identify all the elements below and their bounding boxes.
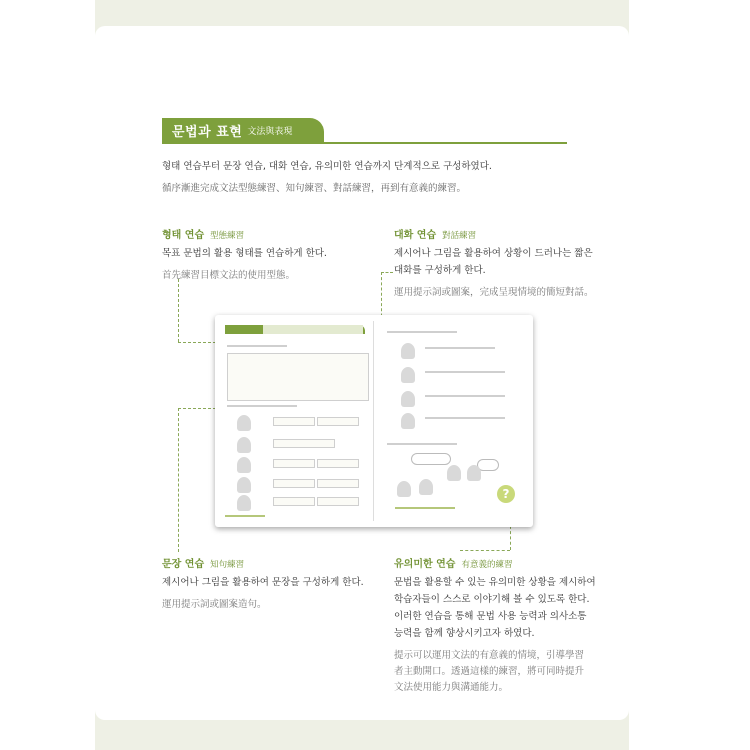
- sentence-practice-body-ko: 제시어나 그림을 활용하여 문장을 구성하게 한다.: [162, 577, 364, 588]
- section-title-zh: 文法與表現: [247, 126, 293, 137]
- mini-line: [227, 345, 287, 347]
- mini-figure: [401, 391, 415, 407]
- mini-footer: [395, 507, 455, 509]
- sentence-practice-title-zh: 知句練習: [210, 560, 245, 570]
- textbook-spread-image: [215, 315, 533, 527]
- form-practice-body-ko: 목표 문법의 활용 형태를 연습하게 한다.: [162, 248, 327, 259]
- mini-answer-box: [317, 497, 359, 506]
- dialogue-practice-body-ko-line2: 대화를 구성하게 한다.: [394, 265, 486, 276]
- mini-figure: [419, 479, 433, 495]
- mini-answer-box: [317, 479, 359, 488]
- connector-sentence: [178, 408, 179, 552]
- mini-figure: [447, 465, 461, 481]
- mini-figure: [401, 413, 415, 429]
- mini-title-strip: [263, 325, 363, 334]
- mini-answer-box: [273, 417, 315, 426]
- mini-footer: [225, 515, 265, 517]
- mini-answer-box: [273, 479, 315, 488]
- intro-korean: 형태 연습부터 문장 연습, 대화 연습, 유의미한 연습까지 단계적으로 구성하였다.: [162, 161, 492, 172]
- mini-figure: [467, 465, 481, 481]
- mini-figure: [401, 343, 415, 359]
- sentence-practice-body-zh: 運用提示詞或圖案造句。: [162, 599, 267, 610]
- dialogue-practice-title-ko: 대화 연습: [394, 230, 437, 241]
- connector-dialogue-h: [381, 272, 393, 273]
- mini-answer-box: [317, 459, 359, 468]
- mini-line: [425, 371, 505, 373]
- form-practice-title-zh: 型態練習: [210, 231, 245, 241]
- mini-line: [425, 347, 495, 349]
- meaningful-practice-title-zh: 有意義的練習: [461, 560, 513, 570]
- mini-answer-box: [273, 497, 315, 506]
- question-mark-icon: ?: [497, 485, 515, 503]
- mini-answer-box: [273, 439, 335, 448]
- dialogue-practice-body-zh: 運用提示詞或圖案，完成呈現情境的簡短對話。: [394, 287, 594, 298]
- mini-line: [425, 417, 505, 419]
- book-spine: [373, 321, 374, 521]
- meaningful-practice-section: [394, 555, 596, 696]
- meaningful-practice-body-ko-line4: 능력을 함께 향상시키고자 하였다.: [394, 628, 535, 639]
- title-rule: [162, 142, 567, 144]
- dialogue-practice-title-zh: 對話練習: [442, 231, 477, 241]
- mini-figure: [237, 477, 251, 493]
- mini-answer-box: [273, 459, 315, 468]
- connector-form: [178, 279, 179, 342]
- meaningful-practice-body-zh-line3: 文法使用能力與溝通能力。: [394, 682, 509, 693]
- mini-line: [227, 405, 297, 407]
- sentence-practice-section: [162, 555, 364, 613]
- meaningful-practice-body-zh-line1: 提示可以運用文法的有意義的情境，引導學習: [394, 650, 585, 661]
- mini-figure: [237, 437, 251, 453]
- section-title-bar: [162, 118, 324, 142]
- mini-form-table: [227, 353, 369, 401]
- dialogue-practice-section: [394, 226, 594, 301]
- meaningful-practice-body-ko-line3: 이러한 연습을 통해 문법 사용 능력과 의사소통: [394, 611, 587, 622]
- form-practice-section: [162, 226, 327, 284]
- meaningful-practice-title-ko: 유의미한 연습: [394, 559, 456, 570]
- mini-figure: [397, 481, 411, 497]
- section-title-ko: 문법과 표현: [172, 124, 243, 140]
- mini-line: [425, 395, 505, 397]
- meaningful-practice-body-zh-line2: 者主動開口。透過這樣的練習，將可同時提升: [394, 666, 585, 677]
- mini-line: [387, 443, 457, 445]
- dialogue-practice-body-ko-line1: 제시어나 그림을 활용하여 상황이 드러나는 짧은: [394, 248, 593, 259]
- sentence-practice-title-ko: 문장 연습: [162, 559, 205, 570]
- form-practice-title-ko: 형태 연습: [162, 230, 205, 241]
- mini-answer-box: [317, 417, 359, 426]
- mini-speech-bubble: [411, 453, 451, 465]
- meaningful-practice-body-ko-line1: 문법을 활용할 수 있는 유의미한 상황을 제시하여: [394, 577, 596, 588]
- form-practice-body-zh: 首先練習目標文法的使用型態。: [162, 270, 296, 281]
- mini-line: [387, 331, 457, 333]
- mini-figure: [237, 415, 251, 431]
- intro-chinese: 循序漸進完成文法型態練習、知句練習、對話練習，再到有意義的練習。: [162, 183, 467, 194]
- meaningful-practice-body-ko-line2: 학습자들이 스스로 이야기해 볼 수 있도록 한다.: [394, 594, 590, 605]
- connector-meaningful-h: [460, 550, 510, 551]
- mini-figure: [237, 457, 251, 473]
- mini-figure: [237, 495, 251, 511]
- mini-figure: [401, 367, 415, 383]
